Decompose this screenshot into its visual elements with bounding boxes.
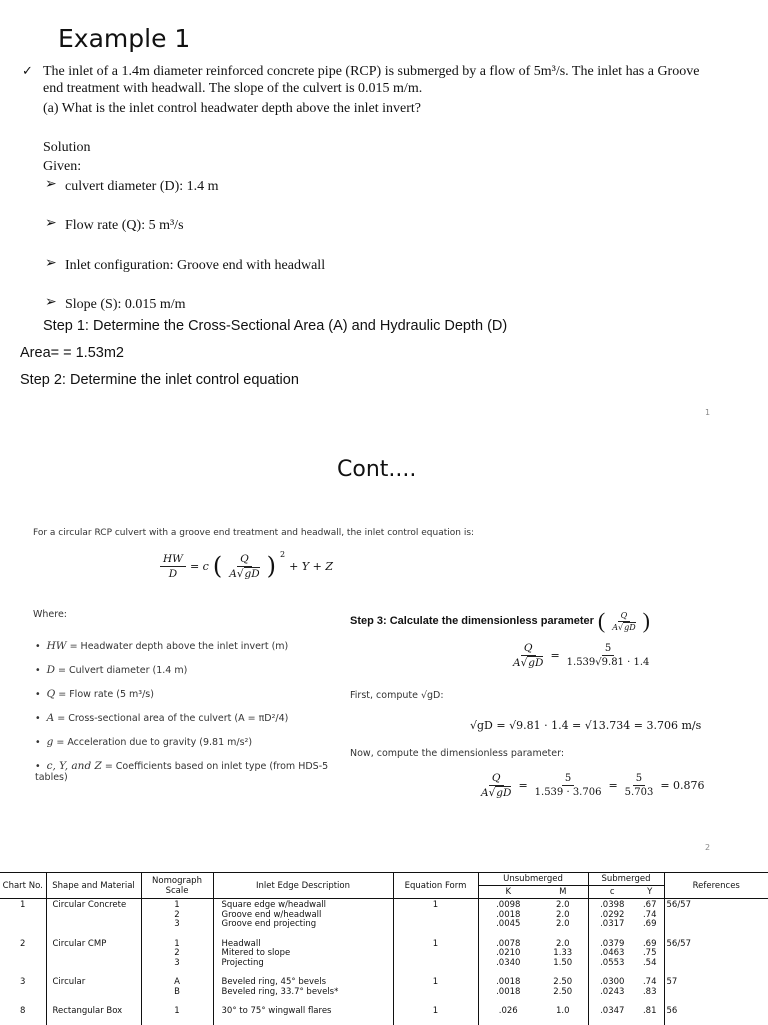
equation-intro: For a circular RCP culvert with a groove end treatment and headwall, the inlet control equation is:: [33, 528, 475, 538]
header-y: Y: [636, 886, 664, 899]
header-shape: Shape and Material: [46, 873, 141, 899]
sqrt-gd-equation: √gD = √9.81 · 1.4 = √13.734 = 3.706 m/s: [470, 719, 702, 732]
problem-line-1: The inlet of a 1.4m diameter reinforced concrete pipe (RCP) is submerged by a flow of 5m³/s. The inlet has a Groove: [43, 64, 700, 79]
hds5-coefficient-table: [0, 872, 768, 1025]
table-row: 2 Circular CMP 1 2 3 Headwall Mitered to slope Projecting 1 .0078 .0210 .0340 2.0 1.33 1.50 .0379 .0463 .0553 .69 .75 .54 56/57: [0, 938, 768, 977]
header-c: c: [588, 886, 636, 899]
slide1-title: Example 1: [58, 24, 191, 53]
table-row: 8 Rectangular Box 1 30° to 75° wingwall flares 1 .026 1.0 .0347 .81 56: [0, 1005, 768, 1025]
step3-heading-row: Step 3: Calculate the dimensionless parameter ( $\frac{Q}{A√gD}$ ): [350, 608, 650, 633]
definition-hw: • HW = Headwater depth above the inlet invert (m): [35, 640, 335, 664]
definition-g: • g = Acceleration due to gravity (9.81 m/s²): [35, 736, 335, 760]
first-compute-label: First, compute √gD:: [350, 690, 444, 701]
header-chart-no: Chart No.: [0, 873, 46, 899]
given-item-flow: Flow rate (Q): 5 m³/s: [65, 218, 184, 233]
arrow-bullet-icon: ➢: [45, 216, 57, 231]
parameter-result: = 0.876: [660, 779, 705, 792]
definition-q: • Q = Flow rate (5 m³/s): [35, 688, 335, 712]
given-item-slope: Slope (S): 0.015 m/m: [65, 297, 186, 312]
header-inlet-edge: Inlet Edge Description: [213, 873, 393, 899]
arrow-bullet-icon: ➢: [45, 295, 57, 310]
problem-question: (a) What is the inlet control headwater depth above the inlet invert?: [43, 101, 421, 116]
header-equation-form: Equation Form: [393, 873, 478, 899]
solution-label: Solution: [43, 140, 91, 155]
area-result: Area= = 1.53m2: [20, 345, 124, 361]
header-m: M: [538, 886, 588, 899]
page-number-2: 2: [705, 843, 711, 852]
table-row: 1 Circular Concrete 1 2 3 Square edge w/headwall Groove end w/headwall Groove end projecting 1 .0098 .0018 .0045 2.0 2.0 2.0 .0398 .0292 .0317 .67 .74 .69 56/57: [0, 899, 768, 938]
arrow-bullet-icon: ➢: [45, 256, 57, 271]
inlet-control-equation: $\frac{HW}{D}$ = c ( $\frac{Q}{A√gD}$ ) 2 + Y + Z: [160, 552, 333, 580]
substitution-equation: $\frac{Q}{A√gD}$ = $\frac{5}{1.539√9.81 \cdot 1.4}$: [510, 642, 652, 669]
definition-coefficients: • c, Y, and Z = Coefficients based on inlet type (from HDS-5 tables): [35, 760, 335, 784]
given-item-inlet: Inlet configuration: Groove end with headwall: [65, 258, 326, 273]
step3-heading: Step 3: Calculate the dimensionless parameter: [350, 615, 594, 627]
definition-a: • A = Cross-sectional area of the culvert (A = πD²/4): [35, 712, 335, 736]
page-number-1: 1: [705, 408, 711, 417]
header-references: References: [664, 873, 768, 899]
slide2-title: Cont....: [337, 457, 417, 482]
header-submerged: Submerged: [588, 873, 664, 886]
header-nomograph: Nomograph Scale: [141, 873, 213, 899]
header-k: K: [478, 886, 538, 899]
substitution-denominator: 1.539√9.81 · 1.4: [566, 657, 650, 668]
arrow-bullet-icon: ➢: [45, 177, 57, 192]
now-compute-label: Now, compute the dimensionless parameter:: [350, 748, 565, 759]
header-unsubmerged: Unsubmerged: [478, 873, 588, 886]
problem-line-2: end treatment with headwall. The slope of the culvert is 0.015 m/m.: [43, 81, 423, 96]
definitions-list: [35, 640, 335, 784]
table-row: 3 Circular A B Beveled ring, 45° bevels Beveled ring, 33.7° bevels* 1 .0018 .0018 2.50 2.50 .0300 .0243 .74 .83 57: [0, 976, 768, 1005]
where-label: Where:: [33, 609, 68, 620]
given-label: Given:: [43, 159, 82, 174]
step2-heading: Step 2: Determine the inlet control equation: [20, 372, 299, 388]
definition-d: • D = Culvert diameter (1.4 m): [35, 664, 335, 688]
given-item-diameter: culvert diameter (D): 1.4 m: [65, 179, 219, 194]
step1-heading: Step 1: Determine the Cross-Sectional Area (A) and Hydraulic Depth (D): [43, 318, 508, 334]
check-mark-icon: ✓: [22, 63, 33, 78]
dimensionless-parameter-equation: $\frac{Q}{A√gD}$ = $\frac{5}{1.539 \cdot 3.706}$ = $\frac{5}{5.703}$ = 0.876: [481, 772, 705, 799]
